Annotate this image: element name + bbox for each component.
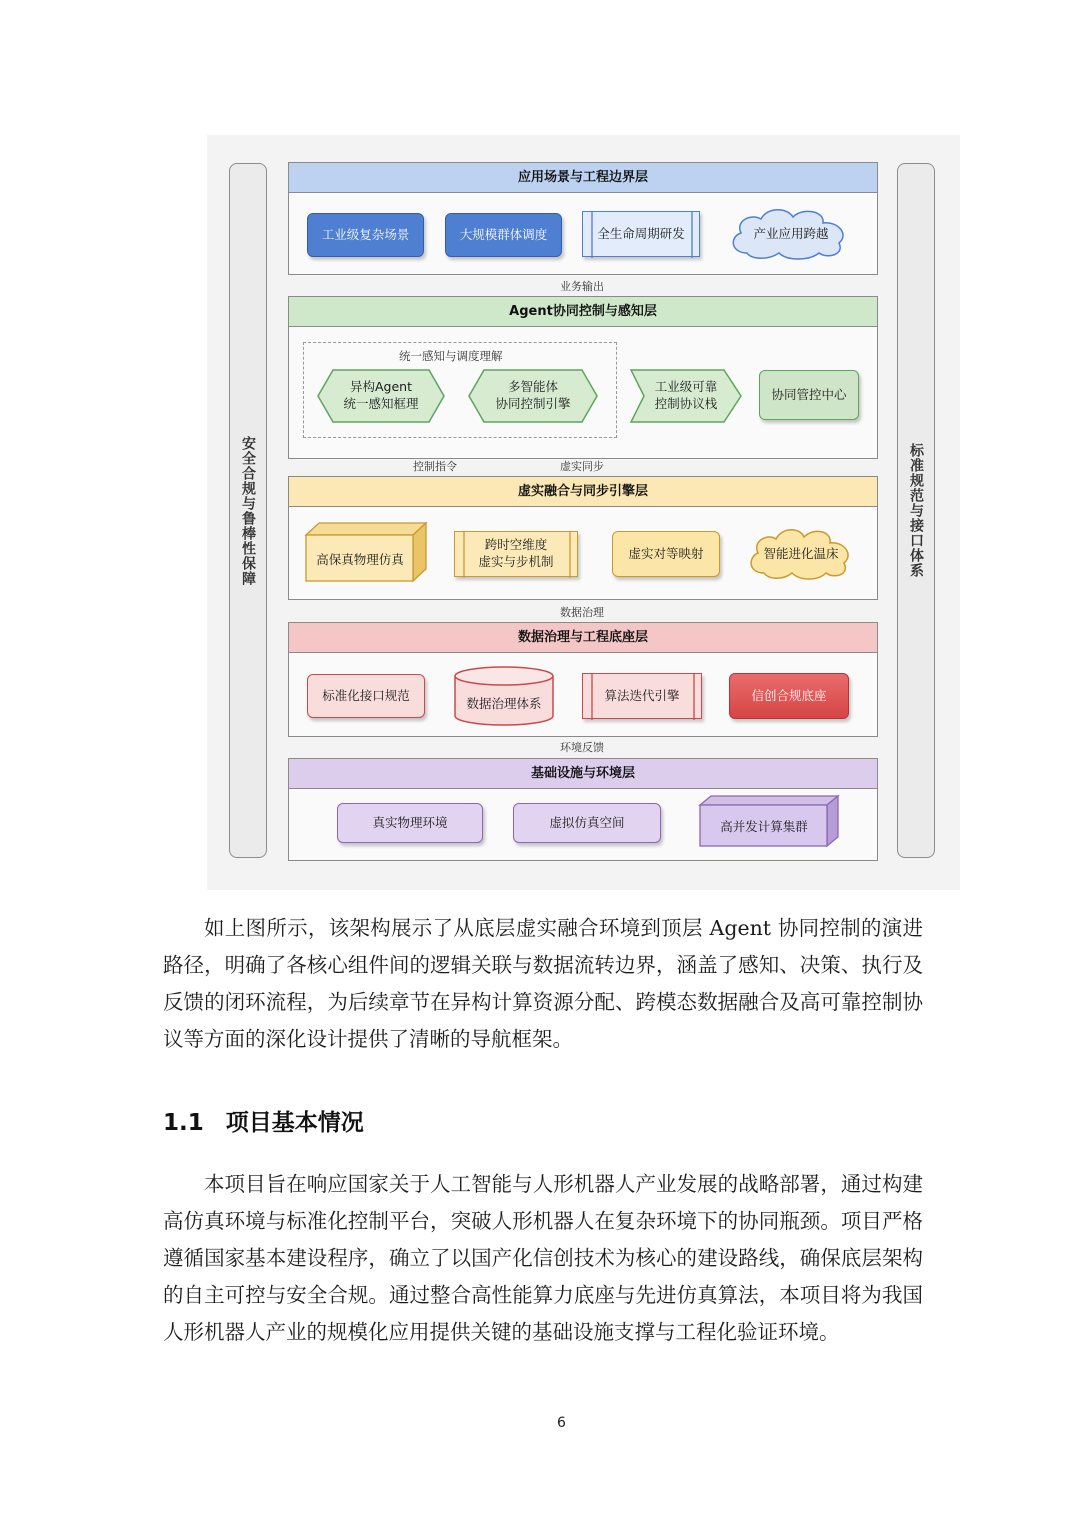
node-multi-agent: 多智能体 协同控制引擎 <box>468 369 598 423</box>
node-algorithm-engine: 算法迭代引擎 <box>582 673 702 719</box>
section-number: 1.1 <box>163 1110 204 1136</box>
node-physical-env: 真实物理环境 <box>337 803 483 843</box>
layer-agent <box>288 296 878 459</box>
page-number: 6 <box>557 1415 566 1431</box>
node-agent-perception: 异构Agent 统一感知框理 <box>317 369 445 423</box>
node-data-system: 数据治理体系 <box>454 666 554 726</box>
node-xinchuang-base: 信创合规底座 <box>729 673 849 719</box>
node-physical-sim: 高保真物理仿真 <box>305 522 427 582</box>
right-pillar-label: 标准规范与接口体系 <box>908 443 924 578</box>
layer-title: 基础设施与环境层 <box>289 759 877 789</box>
node-spatiotemporal: 跨时空维度 虚实与步机制 <box>454 531 578 577</box>
node-evolution-cloud: 智能进化温床 <box>744 525 858 583</box>
paragraph-figure-description: 如上图所示，该架构展示了从底层虚实融合环境到顶层 Agent 协同控制的演进路径，明确了各核心组件间的逻辑关联与数据流转边界，涵盖了感知、决策、执行及反馈的闭环流程，为后续章节在异构计算资源分配、跨模态数据融合及高可靠控制协议等方面的深化设计提供了清晰的导航框架。 <box>163 916 923 1051</box>
node-industrial-scene: 工业级复杂场景 <box>307 213 424 257</box>
node-compute-cluster: 高并发计算集群 <box>699 795 839 847</box>
node-control-center: 协同管控中心 <box>759 370 859 420</box>
architecture-diagram <box>207 135 960 890</box>
group-label: 统一感知与调度理解 <box>399 349 503 363</box>
layer-title: 应用场景与工程边界层 <box>289 163 877 193</box>
node-interface-spec: 标准化接口规范 <box>307 674 425 718</box>
paragraph-project-overview: 本项目旨在响应国家关于人工智能与人形机器人产业发展的战略部署，通过构建高仿真环境与标准化控制平台，突破人形机器人在复杂环境下的协同瓶颈。项目严格遵循国家基本建设程序，确立了以国产化信创技术为核心的建设路线，确保底层架构的自主可控与安全合规。通过整合高性能算力底座与先进仿真算法，本项目将为我国人形机器人产业的规模化应用提供关键的基础设施支撑与工程化验证环境。 <box>163 1172 923 1344</box>
layer-title: 数据治理与工程底座层 <box>289 623 877 653</box>
right-pillar <box>897 163 935 858</box>
node-lifecycle: 全生命周期研发 <box>582 211 700 257</box>
connector-env-feedback: 环境反馈 <box>560 741 604 754</box>
node-mapping: 虚实对等映射 <box>612 531 720 577</box>
node-industry-cloud: 产业应用跨越 <box>725 205 857 263</box>
left-pillar <box>229 163 267 858</box>
node-group-scheduling: 大规模群体调度 <box>445 213 562 257</box>
layer-sync-engine <box>288 476 878 600</box>
layer-title: 虚实融合与同步引擎层 <box>289 477 877 507</box>
layer-data-foundation <box>288 622 878 737</box>
node-protocol-stack: 工业级可靠 控制协议栈 <box>630 369 742 423</box>
section-heading <box>163 1104 364 1137</box>
layer-infrastructure <box>288 758 878 861</box>
node-virtual-space: 虚拟仿真空间 <box>513 803 661 843</box>
section-title: 项目基本情况 <box>225 1110 364 1136</box>
connector-control-command: 控制指令 <box>413 460 457 473</box>
connector-data-governance: 数据治理 <box>560 606 604 619</box>
connector-virtual-sync: 虚实同步 <box>560 460 604 473</box>
left-pillar-label: 安全合规与鲁棒性保障 <box>240 435 256 586</box>
connector-business-output: 业务输出 <box>560 280 604 293</box>
layer-title: Agent协同控制与感知层 <box>289 297 877 327</box>
layer-application <box>288 162 878 275</box>
